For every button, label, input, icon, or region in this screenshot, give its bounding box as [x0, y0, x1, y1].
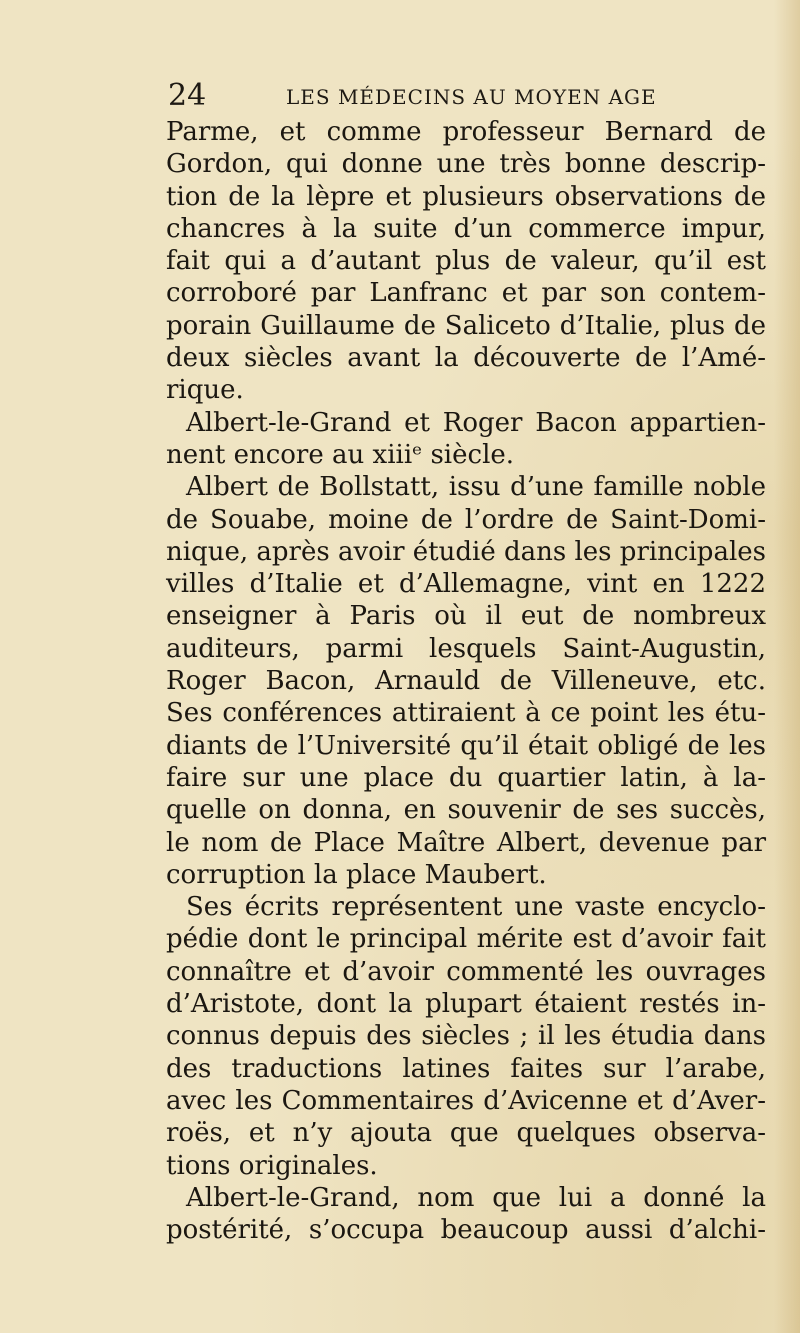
paragraph-end-line: corruption la place Maubert. — [166, 859, 547, 890]
text-line: auditeurs, parmi lesquels Saint-Augustin, — [166, 633, 766, 664]
text-line: tion de la lèpre et plusieurs observations de — [166, 181, 766, 212]
paragraph-end-line: nent encore au xiiiᵉ siècle. — [166, 439, 515, 470]
text-line: faire sur une place du quartier latin, à la- — [166, 762, 766, 793]
text-line: Gordon, qui donne une très bonne descrip- — [166, 149, 766, 180]
text-line: d’Aristote, dont la plupart étaient restés in- — [166, 989, 766, 1020]
page-edge-stain — [774, 0, 800, 1333]
text-line: roës, et n’y ajouta que quelques observa- — [166, 1118, 766, 1149]
text-line: des traductions latines faites sur l’arabe, — [166, 1053, 766, 1084]
text-line: chancres à la suite d’un commerce impur, — [166, 213, 766, 244]
running-title: LES MÉDECINS AU MOYEN AGE — [286, 85, 657, 109]
body-text — [166, 116, 766, 1246]
text-line: avec les Commentaires d’Avicenne et d’Aver- — [166, 1085, 766, 1116]
text-line: porain Guillaume de Saliceto d’Italie, plus de — [166, 310, 766, 341]
page-number: 24 — [168, 78, 207, 113]
text-line: pédie dont le principal mérite est d’avoir fait — [166, 924, 766, 955]
text-line: fait qui a d’autant plus de valeur, qu’il est — [166, 246, 766, 277]
paragraph-end-line: rique. — [166, 375, 244, 406]
text-line: deux siècles avant la découverte de l’Amé- — [166, 343, 766, 374]
paragraph-start-line: Ses écrits représentent une vaste encyclo- — [186, 892, 766, 923]
text-line: connus depuis des siècles ; il les étudia dans — [166, 1021, 766, 1052]
paragraph-start-line: Albert-le-Grand et Roger Bacon appartien- — [186, 407, 766, 438]
running-head — [168, 79, 748, 119]
paragraph-start-line: Albert-le-Grand, nom que lui a donné la — [186, 1182, 766, 1213]
paragraph-start-line: Albert de Bollstatt, issu d’une famille noble — [186, 472, 766, 503]
text-line: de Souabe, moine de l’ordre de Saint-Domi- — [166, 504, 766, 535]
text-line: le nom de Place Maître Albert, devenue par — [166, 827, 766, 858]
text-line: enseigner à Paris où il eut de nombreux — [166, 601, 766, 632]
text-line: Parme, et comme professeur Bernard de — [166, 117, 766, 147]
text-line: Roger Bacon, Arnauld de Villeneuve, etc. — [166, 666, 766, 697]
text-line: Ses conférences attiraient à ce point les étu- — [166, 698, 766, 729]
text-line: nique, après avoir étudié dans les principales — [166, 536, 766, 567]
text-line: quelle on donna, en souvenir de ses succès, — [166, 795, 766, 826]
text-line: postérité, s’occupa beaucoup aussi d’alchi- — [166, 1215, 766, 1246]
text-line: corroboré par Lanfranc et par son contem- — [166, 278, 766, 309]
text-line: connaître et d’avoir commenté les ouvrages — [166, 956, 766, 987]
text-line: villes d’Italie et d’Allemagne, vint en 1222 — [166, 569, 766, 600]
text-line: diants de l’Université qu’il était obligé de les — [166, 730, 766, 761]
paragraph-end-line: tions originales. — [166, 1150, 378, 1181]
